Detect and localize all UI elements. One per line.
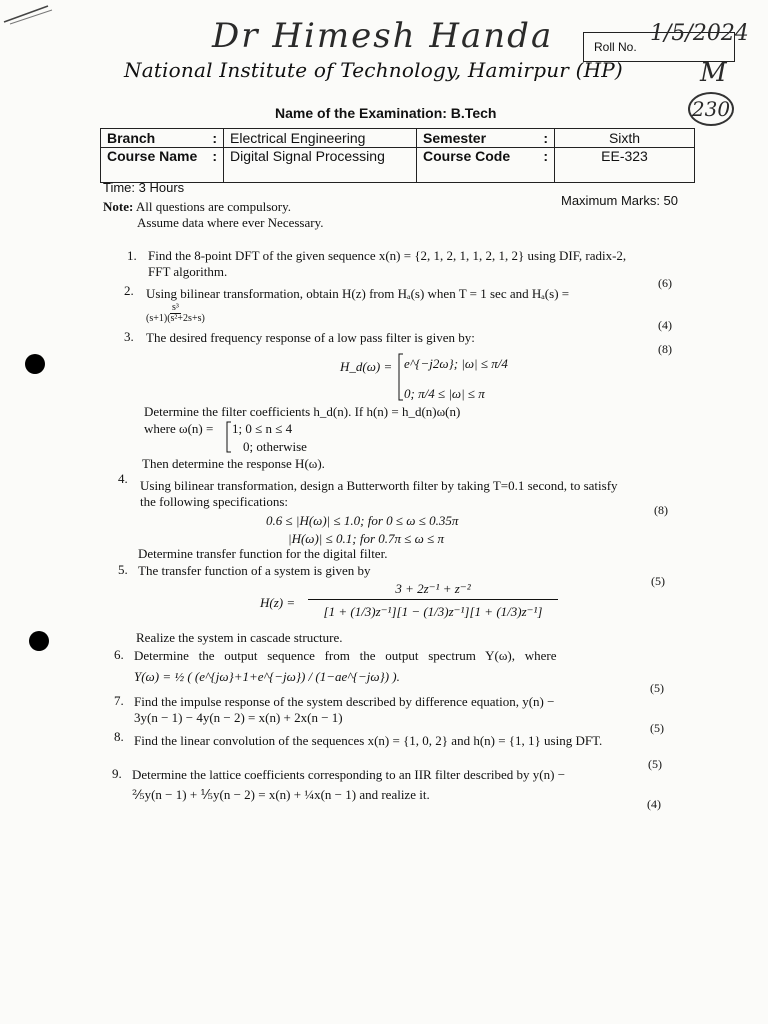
q4-spec1: 0.6 ≤ |H(ω)| ≤ 1.0; for 0 ≤ ω ≤ 0.35π xyxy=(266,513,459,528)
course-name-value: Digital Signal Processing xyxy=(224,148,417,183)
corner-pen-mark xyxy=(0,0,60,30)
institute-title: National Institute of Technology, Hamirpur (HP) xyxy=(124,58,623,82)
question-marks: (5) xyxy=(650,681,664,695)
handwritten-date: 1/5/2024 xyxy=(650,21,749,46)
question-number: 1. xyxy=(127,248,137,263)
q2-text: Using bilinear transformation, obtain H(z) from Hₐ(s) when T = 1 sec and Hₐ(s) = $\frac{\text{s³}}{\text{(s+1)(s²+2s+s)}}$ xyxy=(146,286,570,324)
exam-name: Name of the Examination: B.Tech xyxy=(275,105,497,121)
branch-label: Branch : xyxy=(101,129,224,148)
question-marks: (5) xyxy=(648,757,662,771)
q3-coefficients: Determine the filter coefficients h_d(n). If h(n) = h_d(n)ω(n) xyxy=(144,404,461,419)
q5-hz-lhs: H(z) = xyxy=(260,595,296,610)
question-marks: (4) xyxy=(658,318,672,332)
q3-case1: e^{−j2ω}; |ω| ≤ π/4 xyxy=(404,356,508,371)
hole-punch-bottom xyxy=(29,631,49,651)
q3-intro: The desired frequency response of a low pass filter is given by: xyxy=(146,330,475,345)
question-number: 6. xyxy=(114,647,124,662)
question-marks: (8) xyxy=(658,342,672,356)
q6-text: Determine the output sequence from the output spectrum Y(ω), where xyxy=(134,648,557,663)
q3-hd-lhs: H_d(ω) = xyxy=(340,359,393,374)
hole-punch-top xyxy=(25,354,45,374)
q3-where: where ω(n) = xyxy=(144,421,214,436)
question-marks: (5) xyxy=(650,721,664,735)
q8-text: Find the linear convolution of the sequences x(n) = {1, 0, 2} and h(n) = {1, 1} using DFT. xyxy=(134,733,603,748)
q2-fraction: $\frac{\text{s³}}{\text{(s+1)(s²+2s+s)}}$ xyxy=(146,302,205,324)
q1-text: Find the 8-point DFT of the given sequence x(n) = {2, 1, 2, 1, 1, 2, 1, 2} using DIF, radix-2, FFT algorithm. xyxy=(148,248,627,279)
question-number: 9. xyxy=(112,766,122,781)
note-line1: All questions are compulsory. xyxy=(135,199,292,214)
q3-window-case1: 1; 0 ≤ n ≤ 4 xyxy=(232,421,293,436)
question-number: 5. xyxy=(118,562,128,577)
q5-fraction: 3 + 2z⁻¹ + z⁻² [1 + (1/3)z⁻¹][1 − (1/3)z⁻¹][1 + (1/3)z⁻¹] xyxy=(308,581,558,620)
semester-value: Sixth xyxy=(555,129,695,148)
note xyxy=(103,199,324,231)
question-number: 8. xyxy=(114,729,124,744)
branch-value: Electrical Engineering xyxy=(224,129,417,148)
q3-case2: 0; π/4 ≤ |ω| ≤ π xyxy=(404,386,485,401)
q3-window-case2: 0; otherwise xyxy=(243,439,307,454)
course-info-table xyxy=(100,128,695,183)
q4-text: Using bilinear transformation, design a Butterworth filter by taking T=0.1 second, to satisfy the following specifications: xyxy=(140,478,618,509)
question-marks: (8) xyxy=(654,503,668,517)
course-code-label: Course Code : xyxy=(417,148,555,183)
semester-label: Semester : xyxy=(417,129,555,148)
note-label: Note: xyxy=(103,199,134,214)
question-marks: (6) xyxy=(658,276,672,290)
q9-text: Determine the lattice coefficients corresponding to an IIR filter described by y(n) − ⅖y(n − 1) + ⅕y(n − 2) = x(n) + ¼x(n − 1) and realize it. xyxy=(132,767,566,802)
question-number: 4. xyxy=(118,471,128,486)
q3-window-brace xyxy=(224,420,232,454)
course-name-label: Course Name : xyxy=(101,148,224,183)
q5-realize: Realize the system in cascade structure. xyxy=(136,630,343,645)
question-number: 3. xyxy=(124,329,134,344)
handwritten-name: Dr Himesh Handa xyxy=(212,16,554,56)
course-code-value: EE-323 xyxy=(555,148,695,183)
question-marks: (4) xyxy=(647,797,661,811)
question-marks: (5) xyxy=(651,574,665,588)
q5-intro: The transfer function of a system is given by xyxy=(138,563,371,578)
question-number: 2. xyxy=(124,283,134,298)
handwritten-m: M xyxy=(700,58,727,88)
q3-response: Then determine the response H(ω). xyxy=(142,456,325,471)
q4-transfer: Determine transfer function for the digital filter. xyxy=(138,546,388,561)
q6-expr: Y(ω) = ½ ( (e^{jω}+1+e^{−jω}) / (1−ae^{−jω}) ). xyxy=(134,669,400,684)
roll-no-label: Roll No. xyxy=(594,40,637,54)
note-line2: Assume data where ever Necessary. xyxy=(137,215,324,230)
circled-number: 230 xyxy=(688,92,734,126)
time-allowed: Time: 3 Hours xyxy=(103,180,185,195)
q4-spec2: |H(ω)| ≤ 0.1; for 0.7π ≤ ω ≤ π xyxy=(288,531,444,546)
q7-text: Find the impulse response of the system described by difference equation, y(n) − 3y(n − 1) − 4y(n − 2) = x(n) + 2x(n − 1) xyxy=(134,694,555,725)
question-number: 7. xyxy=(114,693,124,708)
maximum-marks: Maximum Marks: 50 xyxy=(561,193,679,208)
